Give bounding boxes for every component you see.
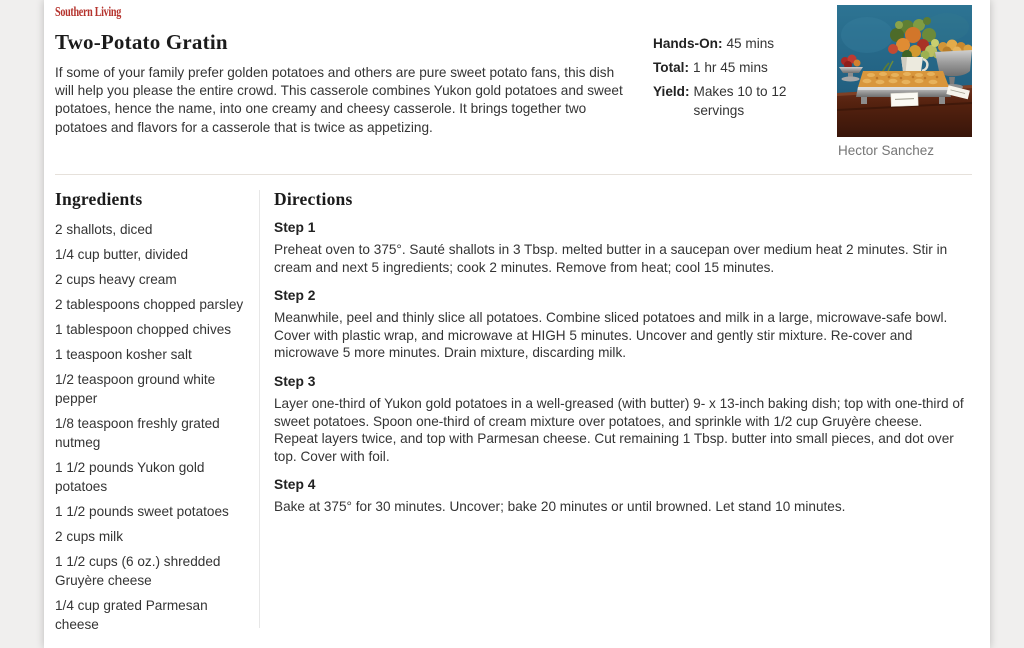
step-label: Step 3 [274,373,316,389]
ingredient-item: 1 tablespoon chopped chives [55,322,232,337]
ingredients-heading: Ingredients [55,189,143,209]
ingredient-item: 1/4 cup butter, divided [55,247,189,262]
ingredient-item: 1/8 teaspoon freshly grated nutmeg [55,416,220,450]
step-text: Bake at 375° for 30 minutes. Uncover; bake 20 minutes or until browned. Let stand 10 minutes. [274,499,846,515]
step-label: Step 2 [274,288,316,304]
photo-credit: Hector Sanchez [838,143,935,158]
direction-step [274,288,968,362]
recipe-photo-image [837,5,972,137]
meta-value: 1 hr 45 mins [693,60,768,75]
meta-value: Makes 10 to 12 servings [693,84,787,118]
step-text: Layer one-third of Yukon gold potatoes in a well-greased (with butter) 9- x 13-inch baking dish; top with one-third of sweet potatoes. Spoon one-third of cream mixture over potatoes, and sprinkle with 1/2 cup Gruyère cheese. Repeat layers twice, and top with Parmesan cheese. Cut remaining 1 Tbsp. butter into small pieces, and dot over top. Cover with foil. [274,395,964,464]
ingredient-item: 2 shallots, diced [55,222,153,237]
directions-list [274,220,968,516]
meta-value: 45 mins [726,36,775,51]
step-label: Step 4 [274,477,316,493]
step-label: Step 1 [274,220,316,235]
meta-row [653,58,843,77]
ingredients-list [55,220,251,634]
ingredient-item: 1 teaspoon kosher salt [55,347,192,362]
directions-section [274,189,968,516]
ingredient-item: 1 1/2 cups (6 oz.) shredded Gruyère cheese [55,554,221,588]
recipe-page-card [44,0,990,648]
meta-label: Yield: [653,84,690,99]
recipe-description: If some of your family prefer golden potatoes and others are pure sweet potato fans, this dish will help you please the entire crowd. This casserole combines Yukon gold potatoes and sweet potatoes, hence the name, into one creamy and cheesy casserole. It brings together two potatoes and flavors for a casserole that is twice as appetizing. [55,65,623,135]
brand-logo[interactable]: Southern Living [55,5,121,20]
step-text: Preheat oven to 375°. Sauté shallots in 3 Tbsp. melted butter in a saucepan over medium heat 2 minutes. Stir in cream and next 5 ingredients; cook 2 minutes. Remove from heat; cool 15 minutes. [274,242,948,275]
column-divider [259,190,260,628]
ingredient-item: 1 1/2 pounds Yukon gold potatoes [55,460,205,494]
ingredient-item: 1/2 teaspoon ground white pepper [55,372,216,406]
meta-row [653,34,843,53]
page-title: Two-Potato Gratin [55,30,228,54]
recipe-meta [653,34,843,125]
direction-step [274,220,968,276]
meta-row [653,82,843,120]
ingredient-item: 2 cups heavy cream [55,272,177,287]
ingredient-item: 1/4 cup grated Parmesan cheese [55,598,208,632]
ingredients-section [55,189,251,640]
header-divider [55,174,972,175]
step-text: Meanwhile, peel and thinly slice all potatoes. Combine sliced potatoes and milk in a large, microwave-safe bowl. Cover with plastic wrap, and microwave at HIGH 5 minutes. Uncover and gently stir mixture. Re-cover and microwave 5 more minutes. Drain mixture, discarding milk. [274,310,948,361]
meta-label: Hands-On: [653,36,723,51]
ingredient-item: 2 cups milk [55,529,123,544]
ingredient-item: 2 tablespoons chopped parsley [55,297,244,312]
ingredient-item: 1 1/2 pounds sweet potatoes [55,504,229,519]
direction-step [274,477,968,516]
meta-label: Total: [653,60,689,75]
directions-heading: Directions [274,189,353,209]
direction-step [274,374,968,465]
